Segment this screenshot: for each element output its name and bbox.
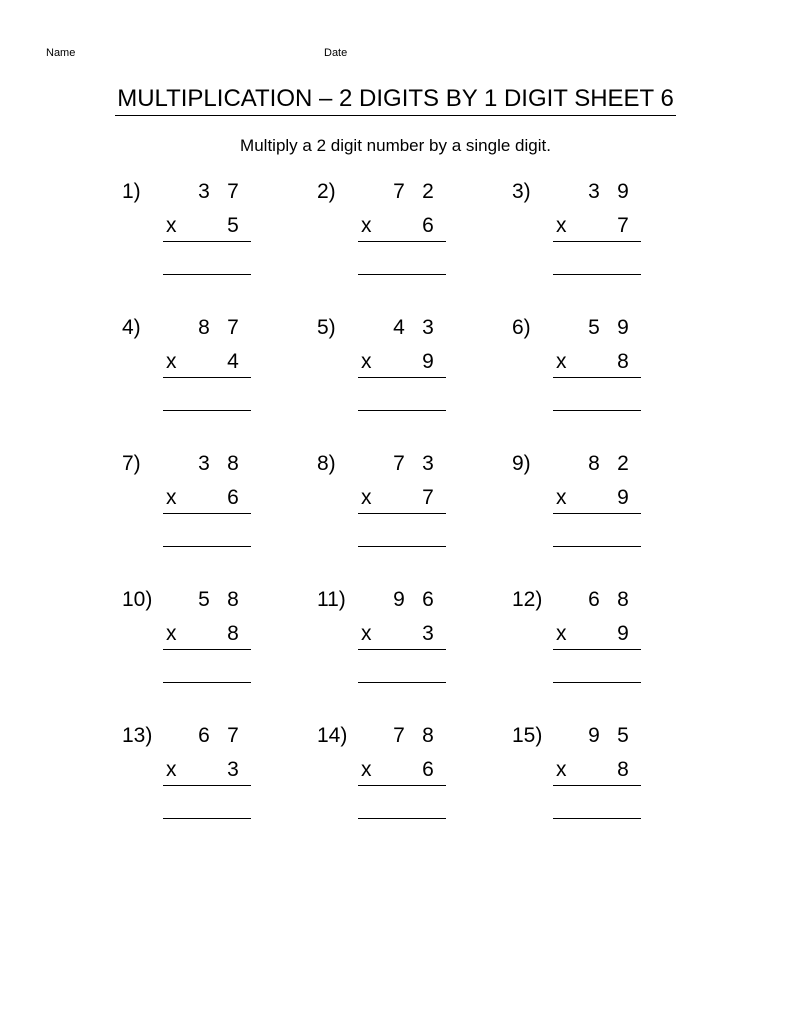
answer-line	[163, 682, 251, 683]
ones-digit: 6	[422, 588, 434, 611]
problem-number: 5)	[317, 316, 336, 339]
multiply-sign: x	[556, 486, 567, 509]
multiplier-digit: 8	[227, 622, 239, 645]
ones-digit: 7	[227, 724, 239, 747]
operation-rule	[358, 513, 446, 514]
multiplier-digit: 8	[617, 350, 629, 373]
ones-digit: 8	[227, 588, 239, 611]
answer-line	[553, 274, 641, 275]
tens-digit: 3	[198, 180, 210, 203]
operation-rule	[553, 649, 641, 650]
ones-digit: 3	[422, 316, 434, 339]
answer-line	[163, 410, 251, 411]
multiplier-digit: 9	[617, 622, 629, 645]
operation-rule	[553, 785, 641, 786]
operation-rule	[358, 785, 446, 786]
tens-digit: 7	[393, 724, 405, 747]
tens-digit: 8	[198, 316, 210, 339]
problem-11	[317, 587, 517, 697]
ones-digit: 2	[617, 452, 629, 475]
problem-15	[512, 723, 712, 833]
multiply-sign: x	[361, 622, 372, 645]
answer-line	[358, 274, 446, 275]
answer-line	[163, 546, 251, 547]
operation-rule	[163, 241, 251, 242]
page-title-text: MULTIPLICATION – 2 DIGITS BY 1 DIGIT SHEET 6	[115, 84, 676, 116]
problem-9	[512, 451, 712, 561]
problem-number: 9)	[512, 452, 531, 475]
operation-rule	[358, 649, 446, 650]
tens-digit: 9	[393, 588, 405, 611]
problem-13	[122, 723, 322, 833]
operation-rule	[163, 513, 251, 514]
multiplier-digit: 6	[422, 214, 434, 237]
multiplier-digit: 7	[617, 214, 629, 237]
problem-number: 8)	[317, 452, 336, 475]
problem-12	[512, 587, 712, 697]
tens-digit: 3	[198, 452, 210, 475]
multiplier-digit: 8	[617, 758, 629, 781]
multiply-sign: x	[556, 350, 567, 373]
ones-digit: 7	[227, 316, 239, 339]
problem-number: 11)	[317, 588, 346, 611]
ones-digit: 9	[617, 316, 629, 339]
multiplier-digit: 3	[227, 758, 239, 781]
problem-3	[512, 179, 712, 289]
answer-line	[358, 818, 446, 819]
operation-rule	[163, 377, 251, 378]
problem-number: 14)	[317, 724, 348, 747]
problem-10	[122, 587, 322, 697]
answer-line	[358, 546, 446, 547]
multiply-sign: x	[166, 758, 177, 781]
ones-digit: 2	[422, 180, 434, 203]
problem-number: 3)	[512, 180, 531, 203]
tens-digit: 4	[393, 316, 405, 339]
ones-digit: 8	[422, 724, 434, 747]
ones-digit: 7	[227, 180, 239, 203]
multiplier-digit: 6	[422, 758, 434, 781]
multiply-sign: x	[166, 622, 177, 645]
multiply-sign: x	[361, 758, 372, 781]
problem-4	[122, 315, 322, 425]
problem-number: 7)	[122, 452, 141, 475]
operation-rule	[358, 241, 446, 242]
problem-8	[317, 451, 517, 561]
tens-digit: 6	[588, 588, 600, 611]
multiplier-digit: 6	[227, 486, 239, 509]
operation-rule	[163, 785, 251, 786]
answer-line	[163, 818, 251, 819]
answer-line	[553, 410, 641, 411]
multiply-sign: x	[361, 486, 372, 509]
operation-rule	[553, 377, 641, 378]
multiplier-digit: 9	[617, 486, 629, 509]
multiply-sign: x	[166, 214, 177, 237]
answer-line	[553, 682, 641, 683]
answer-line	[163, 274, 251, 275]
multiplier-digit: 4	[227, 350, 239, 373]
ones-digit: 5	[617, 724, 629, 747]
multiply-sign: x	[556, 622, 567, 645]
multiplier-digit: 9	[422, 350, 434, 373]
tens-digit: 3	[588, 180, 600, 203]
answer-line	[553, 546, 641, 547]
problem-number: 12)	[512, 588, 543, 611]
multiplier-digit: 3	[422, 622, 434, 645]
tens-digit: 5	[198, 588, 210, 611]
ones-digit: 8	[227, 452, 239, 475]
problem-number: 4)	[122, 316, 141, 339]
tens-digit: 7	[393, 180, 405, 203]
problem-2	[317, 179, 517, 289]
instructions: Multiply a 2 digit number by a single digit.	[240, 136, 551, 155]
multiplier-digit: 5	[227, 214, 239, 237]
problem-number: 1)	[122, 180, 141, 203]
ones-digit: 8	[617, 588, 629, 611]
name-label: Name	[46, 47, 76, 59]
page-title	[0, 84, 791, 116]
problem-14	[317, 723, 517, 833]
ones-digit: 3	[422, 452, 434, 475]
tens-digit: 6	[198, 724, 210, 747]
operation-rule	[553, 241, 641, 242]
tens-digit: 5	[588, 316, 600, 339]
date-label: Date	[324, 47, 348, 59]
tens-digit: 7	[393, 452, 405, 475]
problem-number: 2)	[317, 180, 336, 203]
multiply-sign: x	[556, 758, 567, 781]
multiply-sign: x	[361, 350, 372, 373]
multiplier-digit: 7	[422, 486, 434, 509]
answer-line	[358, 682, 446, 683]
answer-line	[358, 410, 446, 411]
problem-number: 6)	[512, 316, 531, 339]
multiply-sign: x	[166, 486, 177, 509]
problem-number: 10)	[122, 588, 153, 611]
problem-7	[122, 451, 322, 561]
operation-rule	[553, 513, 641, 514]
multiply-sign: x	[166, 350, 177, 373]
multiply-sign: x	[556, 214, 567, 237]
multiply-sign: x	[361, 214, 372, 237]
tens-digit: 9	[588, 724, 600, 747]
problem-1	[122, 179, 322, 289]
problem-6	[512, 315, 712, 425]
operation-rule	[358, 377, 446, 378]
answer-line	[553, 818, 641, 819]
operation-rule	[163, 649, 251, 650]
problem-number: 15)	[512, 724, 543, 747]
ones-digit: 9	[617, 180, 629, 203]
problem-5	[317, 315, 517, 425]
tens-digit: 8	[588, 452, 600, 475]
problem-number: 13)	[122, 724, 153, 747]
